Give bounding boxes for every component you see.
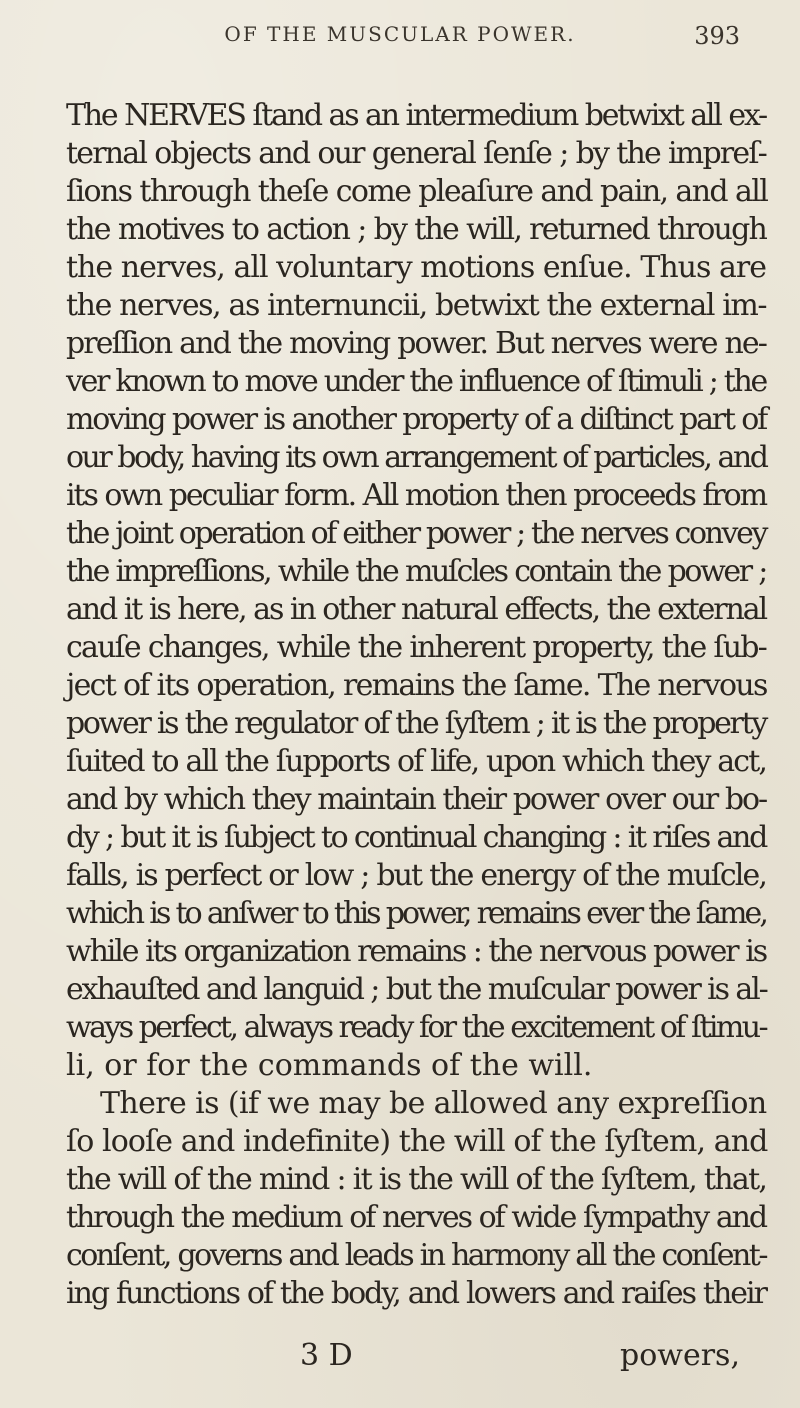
text-line: moving power is another property of a diſtinct part of <box>66 402 766 437</box>
text-line: which is to anſwer to this power, remains ever the ſame, <box>66 896 766 931</box>
text-line: ject of its operation, remains the ſame. The nervous <box>66 668 767 703</box>
text-line: the joint operation of either power ; the nerves convey <box>66 516 766 551</box>
text-line: dy ; but it is ſubject to continual changing : it riſes and <box>66 820 766 855</box>
text-line: preſſion and the moving power. But nerves were ne- <box>66 326 766 361</box>
running-head <box>0 16 800 56</box>
text-line: its own peculiar form. All motion then proceeds from <box>66 478 766 513</box>
page-footer <box>0 1338 800 1378</box>
text-line: the impreſſions, while the muſcles contain the power ; <box>66 554 766 589</box>
signature-mark: 3 D <box>300 1338 353 1373</box>
text-line: ternal objects and our general ſenſe ; by the impreſ- <box>66 136 766 171</box>
text-line: ſions through theſe come pleaſure and pain, and all <box>66 174 768 209</box>
text-line: li, or for the commands of the will. <box>66 1048 593 1083</box>
text-line: ſo looſe and indefinite) the will of the ſyſtem, and <box>66 1124 768 1159</box>
text-line: cauſe changes, while the inherent property, the ſub- <box>66 630 766 665</box>
text-line: falls, is perfect or low ; but the energy of the muſcle, <box>66 858 766 893</box>
text-line: the nerves, as internuncii, betwixt the external im- <box>66 288 767 323</box>
text-line: ver known to move under the influence of ſtimuli ; the <box>66 364 766 399</box>
text-line: through the medium of nerves of wide ſympathy and <box>66 1200 766 1235</box>
text-line: ways perfect, always ready for the excitement of ſtimu- <box>66 1010 766 1045</box>
text-line: ſuited to all the ſupports of life, upon which they act, <box>66 744 766 779</box>
text-line: conſent, governs and leads in harmony all the conſent- <box>66 1238 766 1273</box>
text-line: exhauſted and languid ; but the muſcular power is al- <box>66 972 767 1007</box>
text-line: the will of the mind : it is the will of the ſyſtem, that, <box>66 1162 767 1197</box>
text-line: and by which they maintain their power over our bo- <box>66 782 766 817</box>
text-line: the motives to action ; by the will, returned through <box>66 212 766 247</box>
text-line: our body, having its own arrangement of particles, and <box>66 440 767 475</box>
text-line: while its organization remains : the nervous power is <box>66 934 766 969</box>
running-title: OF THE MUSCULAR POWER. <box>224 22 576 46</box>
text-line: There is (if we may be allowed any expreſſion <box>100 1086 767 1121</box>
text-line: The NERVES ſtand as an intermedium betwixt all ex- <box>66 98 766 133</box>
text-line: power is the regulator of the ſyſtem ; it is the property <box>66 706 766 741</box>
text-line: and it is here, as in other natural effects, the external <box>66 592 766 627</box>
text-line: the nerves, all voluntary motions enſue. Thus are <box>66 250 766 285</box>
text-line: ing functions of the body, and lowers and raiſes their <box>66 1276 766 1311</box>
catchword: powers, <box>620 1338 740 1373</box>
page-number: 393 <box>694 22 740 50</box>
